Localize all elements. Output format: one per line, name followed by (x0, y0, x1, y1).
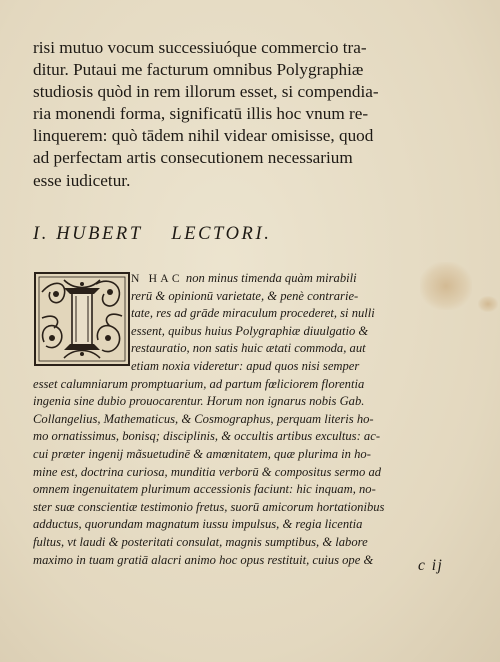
text-line: esset calumniarum promptuarium, ad partum fœliciorem florentia (33, 376, 365, 391)
text-line: linquerem: quò tādem nihil videar omisisse, quod (33, 126, 374, 146)
text-line: tate, res ad grāde miraculum procederet, si nulli (131, 306, 375, 321)
heading-author: I. HUBERT (33, 224, 143, 244)
text-line: mine est, doctrina curiosa, munditia verborū & compositus sermo ad (33, 464, 382, 479)
text-line: essent, quibus huius Polygraphiæ diuulgatio & (131, 323, 369, 338)
text-line: ria monendi forma, significatū illis hoc vnum re- (33, 104, 369, 124)
text-line: fultus, vt laudi & posteritati consulat, magnis sumptibus, & labore (33, 534, 368, 549)
lead-caps: N HAC (131, 272, 183, 285)
text-line: etiam noxia videretur: apud quos nisi semper (131, 358, 360, 373)
text-line: omnem ingenuitatem plurimum accessionis faciunt: hic inquam, no- (33, 482, 376, 497)
paper-stain-small (478, 296, 498, 312)
text-line: adductus, quorundam magnatum iussu impulsus, & regia licentia (33, 517, 363, 532)
text-line: esse iudicetur. (33, 170, 131, 190)
text-line: N HAC non minus timenda quàm mirabili (131, 271, 357, 285)
text-line: ditur. Putaui me facturum omnibus Polygraphiæ (33, 60, 364, 80)
section-heading (33, 224, 373, 245)
signature-mark: c ij (418, 557, 444, 574)
text-line: restauratio, non satis huic ætati commoda, aut (131, 341, 366, 356)
text-line: rerū & opinionū varietate, & penè contrarie- (131, 288, 359, 303)
text-line: ingenia sine dubio prouocarentur. Horum non ignarus nobis Gab. (33, 394, 365, 409)
text-line: mo ornatissimus, bonisq; disciplinis, & occultis artibus excultus: ac- (33, 429, 381, 444)
text-line: ster suæ conscientiæ testimonio fretus, suorū amicorum hortationibus (33, 499, 385, 514)
body-paragraph (33, 270, 473, 569)
top-paragraph (33, 37, 378, 192)
text-line: Collangelius, Mathematicus, & Cosmographus, perquam literis ho- (33, 411, 374, 426)
text-line: maximo in tuam gratiā alacri animo hoc opus restituit, cuius ope & (33, 552, 374, 567)
heading-addressee: LECTORI. (171, 224, 272, 244)
text-line: ad perfectam artis consecutionem necessarium (33, 148, 353, 168)
text-line: risi mutuo vocum successiuóque commercio tra- (33, 38, 367, 57)
text-line: studiosis quòd in rem illorum esset, si compendia- (33, 82, 379, 102)
text-line: cui præter ingenij mãsuetudinē & amœnitatem, quæ plurima in ho- (33, 446, 371, 461)
